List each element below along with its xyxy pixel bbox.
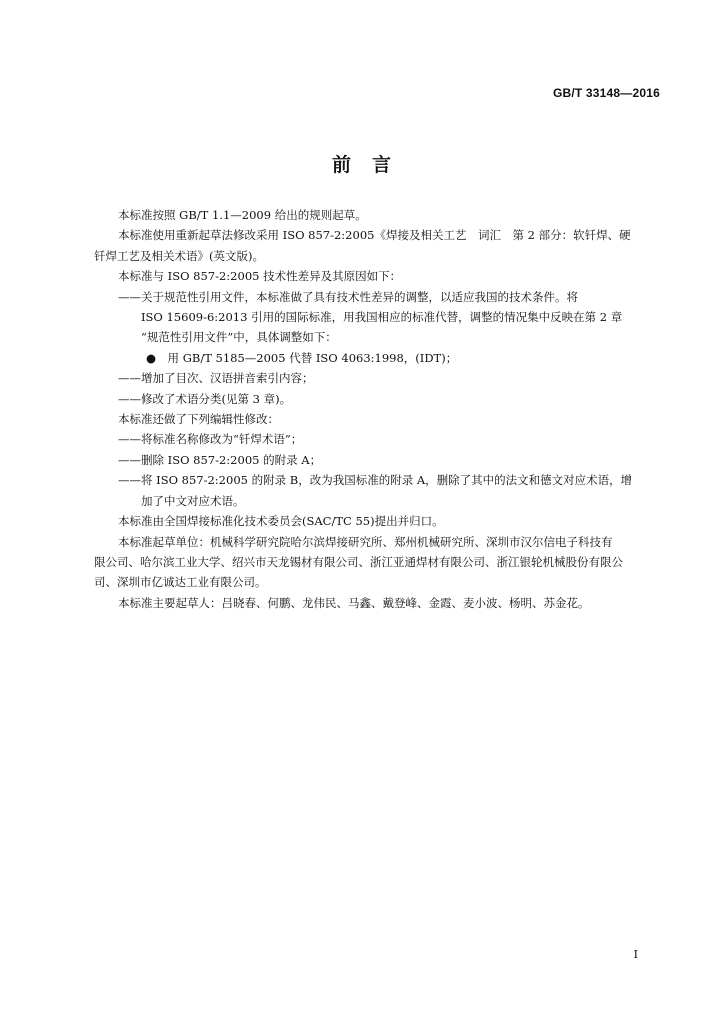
standard-code: GB/T 33148—2016 — [552, 86, 660, 100]
paragraph: 本标准还做了下列编辑性修改： — [118, 412, 279, 427]
list-item: ——将标准名称修改为“钎焊术语”； — [118, 432, 303, 447]
paragraph-continuation: 限公司、哈尔滨工业大学、绍兴市天龙锡材有限公司、浙江亚通焊材有限公司、浙江银轮机械股份有限公 — [94, 554, 623, 569]
list-item-continuation: “规范性引用文件”中，具体调整如下： — [141, 330, 337, 345]
paragraph: 本标准起草单位：机械科学研究院哈尔滨焊接研究所、郑州机械研究所、深圳市汉尔信电子科技有 — [118, 534, 613, 549]
foreword-body — [94, 205, 658, 613]
paragraph: 本标准主要起草人：吕晓春、何鹏、龙伟民、马鑫、戴登峰、金霞、麦小波、杨明、苏金花。 — [118, 595, 590, 610]
page-number: I — [633, 948, 638, 961]
list-item-continuation: ISO 15609-6:2013 引用的国际标准，用我国相应的标准代替，调整的情况集中反映在第 2 章 — [141, 310, 623, 325]
paragraph: 本标准按照 GB/T 1.1—2009 给出的规则起草。 — [118, 208, 367, 222]
list-item: ——删除 ISO 857-2:2005 的附录 A； — [118, 452, 322, 467]
paragraph: 本标准由全国焊接标准化技术委员会(SAC/TC 55)提出并归口。 — [118, 514, 444, 529]
list-item: ——关于规范性引用文件，本标准做了具有技术性差异的调整，以适应我国的技术条件。将 — [118, 289, 578, 304]
list-item: ——将 ISO 857-2:2005 的附录 B，改为我国标准的附录 A，删除了其中的法文和德文对应术语，增 — [118, 473, 633, 488]
paragraph-continuation: 钎焊工艺及相关术语》(英文版)。 — [94, 248, 264, 263]
paragraph-continuation: 司、深圳市亿诚达工业有限公司。 — [94, 575, 267, 590]
bullet-item: ● 用 GB/T 5185—2005 代替 ISO 4063:1998，(IDT)； — [146, 350, 458, 365]
page-title: 前 言 — [331, 154, 392, 176]
paragraph: 本标准使用重新起草法修改采用 ISO 857-2:2005《焊接及相关工艺 词汇 第 2 部分：软钎焊、硬 — [118, 228, 631, 243]
list-item: ——修改了术语分类(见第 3 章)。 — [118, 391, 292, 406]
list-item: ——增加了目次、汉语拼音索引内容； — [118, 371, 314, 386]
paragraph: 本标准与 ISO 857-2:2005 技术性差异及其原因如下： — [118, 269, 402, 284]
list-item-continuation: 加了中文对应术语。 — [141, 493, 245, 508]
